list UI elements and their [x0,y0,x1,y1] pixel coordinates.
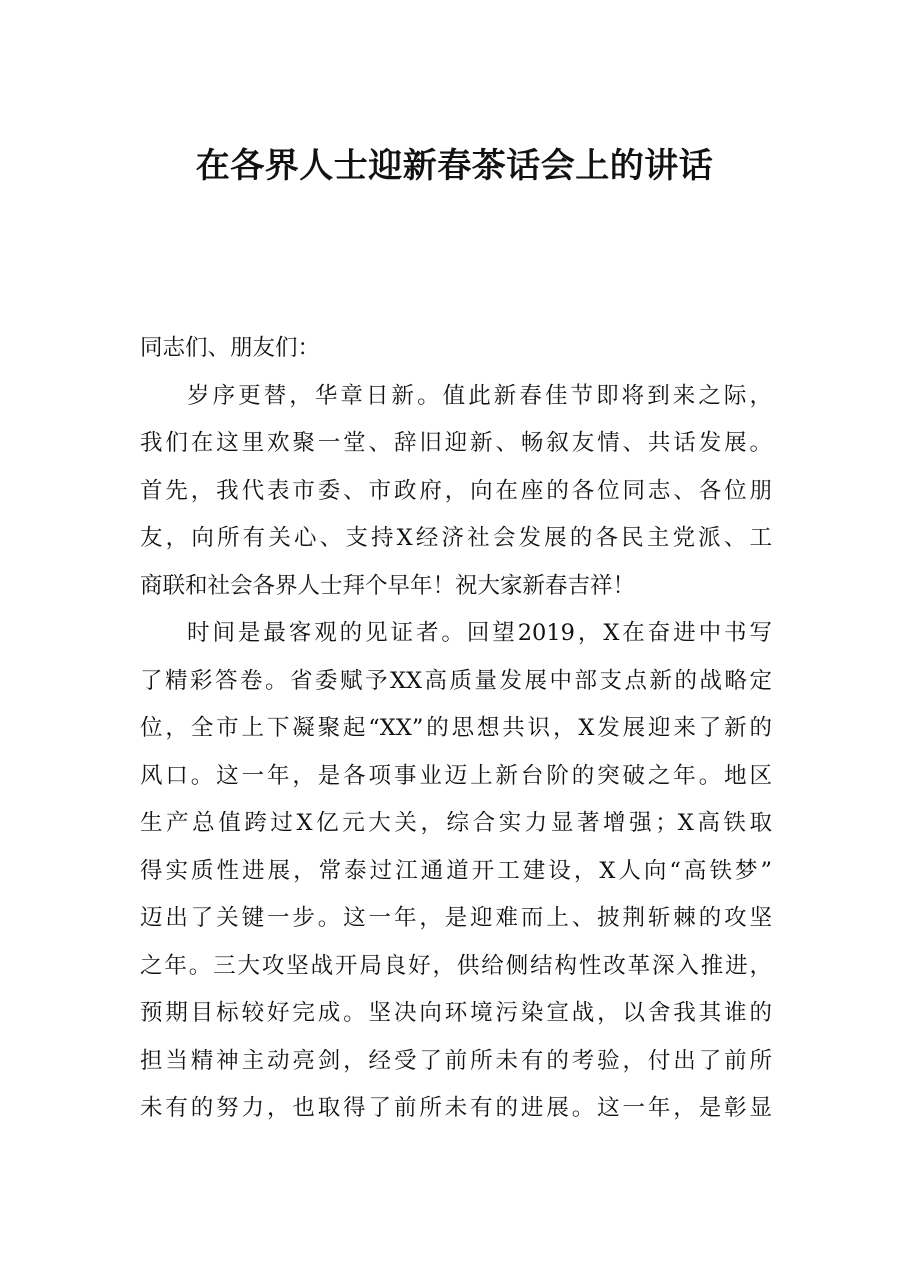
paragraph-line: 担当精神主动亮剑，经受了前所未有的考验，付出了前所 [140,1047,772,1074]
paragraph-line: 之年。三大攻坚战开局良好，供给侧结构性改革深入推进， [140,952,772,979]
paragraph-line: 同志们、朋友们： [140,335,321,361]
paragraph-line: 岁序更替，华章日新。值此新春佳节即将到来之际， [187,382,772,409]
paragraph-line: 预期目标较好完成。坚决向环境污染宣战，以舍我其谁的 [140,1000,772,1026]
document-body [140,325,772,1133]
document-title: 在各界人士迎新春茶话会上的讲话 [195,146,714,186]
paragraph-line: 得实质性进展，常泰过江通道开工建设，X人向“高铁梦” [140,857,772,884]
paragraph-line: 首先，我代表市委、市政府，向在座的各位同志、各位朋 [140,477,772,504]
paragraph-line: 了精彩答卷。省委赋予XX高质量发展中部支点新的战略定 [140,667,772,694]
paragraph-line: 生产总值跨过X亿元大关，综合实力显著增强；X高铁取 [140,810,772,836]
paragraph-line: 时间是最客观的见证者。回望2019，X在奋进中书写 [187,620,772,646]
paragraph-line: 位，全市上下凝聚起“XX”的思想共识，X发展迎来了新的 [140,715,772,741]
paragraph-line: 友，向所有关心、支持X经济社会发展的各民主党派、工 [140,525,772,551]
paragraph-line: 商联和社会各界人士拜个早年！祝大家新春吉祥！ [140,572,636,599]
paragraph-line: 我们在这里欢聚一堂、辞旧迎新、畅叙友情、共话发展。 [140,430,772,456]
paragraph-line: 未有的努力，也取得了前所未有的进展。这一年，是彰显 [140,1095,772,1121]
paragraph-line: 迈出了关键一步。这一年，是迎难而上、披荆斩棘的攻坚 [140,905,772,931]
paragraph-line: 风口。这一年，是各项事业迈上新台阶的突破之年。地区 [140,762,772,789]
